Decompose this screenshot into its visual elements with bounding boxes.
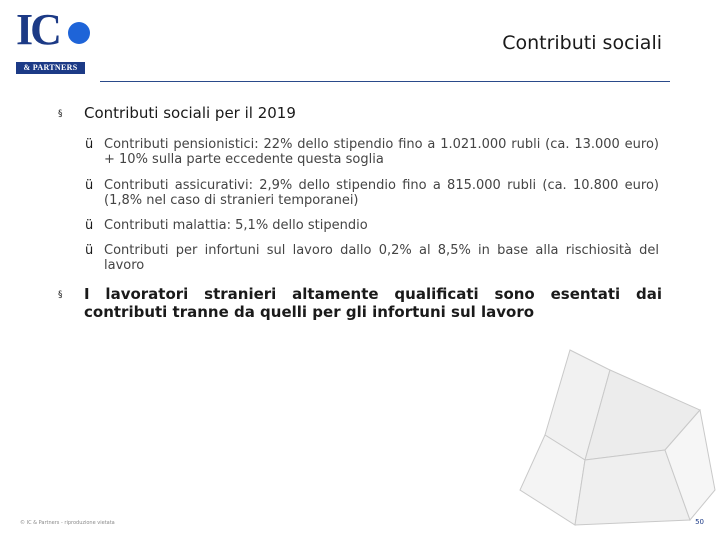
check-icon: ü (85, 243, 94, 258)
sub-bullet-text: Contributi assicurativi: 2,9% dello stipendio fino a 815.000 rubli (ca. 10.800 euro) (1,8% nel caso di stranieri temporanei) (104, 178, 659, 208)
sub-bullet-text: Contributi malattia: 5,1% dello stipendio (104, 218, 368, 233)
page-number: 50 (695, 518, 704, 526)
bullet-marker-icon: § (58, 109, 63, 119)
check-icon: ü (85, 137, 94, 152)
check-icon: ü (85, 178, 94, 193)
check-icon: ü (85, 218, 94, 233)
header-divider (100, 81, 670, 82)
company-logo (16, 5, 86, 74)
decorative-shape-icon (515, 340, 720, 530)
logo-initials: IC (16, 5, 59, 54)
bullet-heading: Contributi sociali per il 2019 (84, 104, 296, 122)
bullet-statement: I lavoratori stranieri altamente qualificati sono esentati dai contributi tranne da quelli per gli infortuni sul lavoro (84, 285, 662, 321)
slide-title: Contributi sociali (502, 32, 662, 54)
sub-bullet-text: Contributi per infortuni sul lavoro dallo 0,2% al 8,5% in base alla rischiosità del lavoro (104, 243, 659, 273)
footer-copyright: © IC & Partners - riproduzione vietata (20, 520, 115, 526)
bullet-marker-icon: § (58, 290, 63, 300)
sub-bullet-text: Contributi pensionistici: 22% dello stipendio fino a 1.021.000 rubli (ca. 13.000 euro) + 10% sulla parte eccedente questa soglia (104, 137, 659, 167)
logo-tagline: & PARTNERS (16, 62, 85, 74)
logo-dot-icon (68, 22, 90, 44)
